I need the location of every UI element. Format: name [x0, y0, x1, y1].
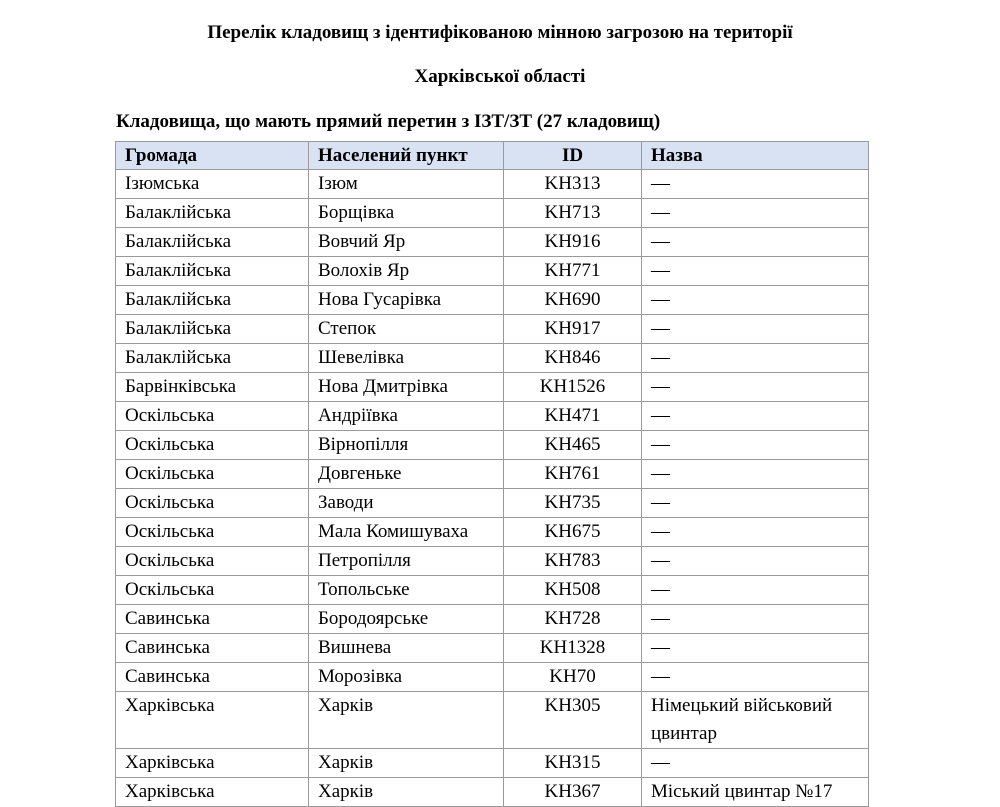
cell-id: KH735 [504, 489, 642, 518]
cell-name: — [642, 402, 869, 431]
table-row [116, 228, 869, 257]
cell-community: Ізюмська [116, 170, 309, 199]
table-row [116, 344, 869, 373]
header-id: ID [504, 142, 642, 170]
cell-settlement: Шевелівка [309, 344, 504, 373]
cell-community: Оскільська [116, 518, 309, 547]
cell-settlement: Морозівка [309, 663, 504, 692]
cell-community: Оскільська [116, 547, 309, 576]
cell-settlement: Вірнопілля [309, 431, 504, 460]
cell-settlement: Борщівка [309, 199, 504, 228]
table-row [116, 547, 869, 576]
table-row [116, 634, 869, 663]
cell-community: Оскільська [116, 460, 309, 489]
cell-name: — [642, 634, 869, 663]
cell-name: — [642, 257, 869, 286]
table-row [116, 663, 869, 692]
cell-id: KH508 [504, 576, 642, 605]
cell-id: KH70 [504, 663, 642, 692]
cell-settlement: Заводи [309, 489, 504, 518]
cell-name: Міський цвинтар №17 [642, 778, 869, 807]
cell-id: KH761 [504, 460, 642, 489]
table-row [116, 199, 869, 228]
cell-settlement: Бородоярське [309, 605, 504, 634]
table-row [116, 315, 869, 344]
cell-community: Оскільська [116, 489, 309, 518]
cell-community: Оскільська [116, 431, 309, 460]
header-settlement: Населений пункт [309, 142, 504, 170]
cell-id: KH471 [504, 402, 642, 431]
cell-name: — [642, 228, 869, 257]
table-row [116, 749, 869, 778]
cell-name: — [642, 518, 869, 547]
document-title-line-1: Перелік кладовищ з ідентифікованою мінною загрозою на території [207, 22, 793, 43]
cell-name: — [642, 286, 869, 315]
cell-settlement: Нова Дмитрівка [309, 373, 504, 402]
cell-id: KH846 [504, 344, 642, 373]
cell-name: — [642, 315, 869, 344]
cell-name: — [642, 489, 869, 518]
cell-settlement: Степок [309, 315, 504, 344]
cell-settlement: Ізюм [309, 170, 504, 199]
cell-name: — [642, 547, 869, 576]
cell-settlement: Топольське [309, 576, 504, 605]
cell-settlement: Нова Гусарівка [309, 286, 504, 315]
cell-community: Савинська [116, 634, 309, 663]
cell-settlement: Вишнева [309, 634, 504, 663]
table-header-row [116, 142, 869, 170]
table-row [116, 605, 869, 634]
cell-name: — [642, 344, 869, 373]
table-row [116, 286, 869, 315]
cell-id: KH917 [504, 315, 642, 344]
cell-community: Оскільська [116, 402, 309, 431]
cell-settlement: Волохів Яр [309, 257, 504, 286]
cemeteries-table [115, 141, 869, 807]
table-row [116, 518, 869, 547]
cell-community: Оскільська [116, 576, 309, 605]
table-body [116, 170, 869, 807]
cell-id: KH315 [504, 749, 642, 778]
cell-name: — [642, 749, 869, 778]
cell-name: — [642, 663, 869, 692]
table-row [116, 576, 869, 605]
cell-community: Харківська [116, 692, 309, 749]
cell-community: Балаклійська [116, 315, 309, 344]
cell-name: — [642, 199, 869, 228]
table-row [116, 402, 869, 431]
cell-id: KH916 [504, 228, 642, 257]
cell-community: Балаклійська [116, 257, 309, 286]
cell-id: KH713 [504, 199, 642, 228]
table-row [116, 257, 869, 286]
cell-id: KH728 [504, 605, 642, 634]
cell-id: KH771 [504, 257, 642, 286]
table-row [116, 170, 869, 199]
table-row [116, 373, 869, 402]
cell-id: KH465 [504, 431, 642, 460]
cell-id: KH313 [504, 170, 642, 199]
cell-community: Балаклійська [116, 286, 309, 315]
cell-id: KH675 [504, 518, 642, 547]
cell-community: Харківська [116, 778, 309, 807]
cell-name: — [642, 605, 869, 634]
table-row [116, 692, 869, 749]
cell-settlement: Петропілля [309, 547, 504, 576]
cell-community: Харківська [116, 749, 309, 778]
cell-community: Балаклійська [116, 199, 309, 228]
cell-id: KH367 [504, 778, 642, 807]
cell-name: — [642, 431, 869, 460]
cell-settlement: Харків [309, 692, 504, 749]
cell-id: KH690 [504, 286, 642, 315]
cell-name: — [642, 460, 869, 489]
cell-community: Савинська [116, 663, 309, 692]
section-heading: Кладовища, що мають прямий перетин з ІЗТ/ЗТ (27 кладовищ) [116, 111, 661, 132]
table-row [116, 460, 869, 489]
cell-community: Барвінківська [116, 373, 309, 402]
cell-settlement: Вовчий Яр [309, 228, 504, 257]
header-community: Громада [116, 142, 309, 170]
cell-settlement: Довгеньке [309, 460, 504, 489]
cell-community: Савинська [116, 605, 309, 634]
cell-settlement: Харків [309, 749, 504, 778]
cell-name: — [642, 373, 869, 402]
table-row [116, 431, 869, 460]
cell-community: Балаклійська [116, 344, 309, 373]
table-row [116, 489, 869, 518]
cell-name: — [642, 576, 869, 605]
cell-name: — [642, 170, 869, 199]
cell-settlement: Мала Комишуваха [309, 518, 504, 547]
cell-id: KH305 [504, 692, 642, 749]
cell-settlement: Андріївка [309, 402, 504, 431]
cell-name: Німецький військовий цвинтар [642, 692, 869, 749]
table-row [116, 778, 869, 807]
cell-id: KH1526 [504, 373, 642, 402]
cell-id: KH1328 [504, 634, 642, 663]
cell-community: Балаклійська [116, 228, 309, 257]
cell-settlement: Харків [309, 778, 504, 807]
document-title-line-2: Харківської області [414, 66, 586, 87]
cell-id: KH783 [504, 547, 642, 576]
header-name: Назва [642, 142, 869, 170]
